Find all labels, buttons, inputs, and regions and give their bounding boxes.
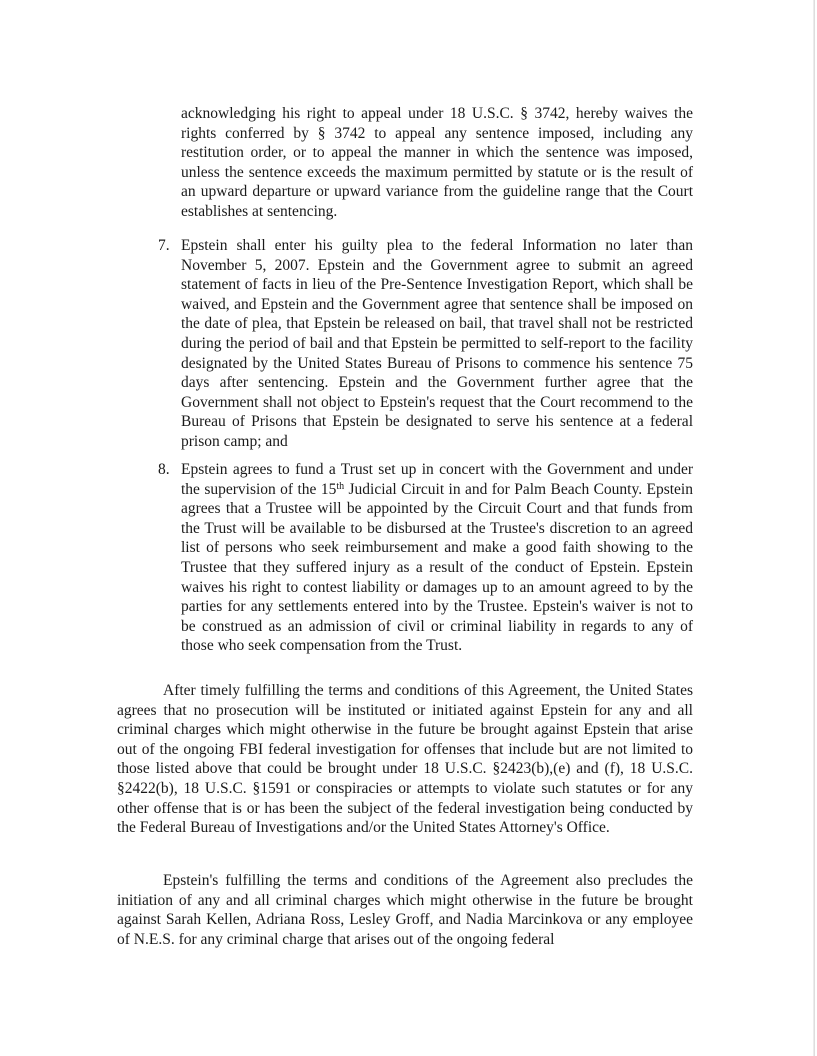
item-8-superscript: th xyxy=(336,480,345,492)
continuation-paragraph: acknowledging his right to appeal under 18 U.S.C. § 3742, hereby waives the rights conferred by § 3742 to appeal any sentence imposed, including any restitution order, or to appeal the manner in which the sentence was imposed, unless the sentence exceeds the maximum permitted by statute or is the result of an upward departure or upward variance from the guideline range that the Court establishes at sentencing. xyxy=(181,105,693,220)
item-8-text-part-2: Judicial Circuit in and for Palm Beach County. Epstein agrees that a Trustee will be appointed by the Circuit Court and that funds from the Trust will be available to be disbursed at the Trustee's discretion to an agreed list of persons who seek reimbursement and make a good faith showing to the Trustee that they suffered injury as a result of the conduct of Epstein. Epstein waives his right to contest liability or damages up to an amount agreed to by the parties for any settlements entered into by the Trustee. Epstein's waiver is not to be construed as an admission of civil or criminal liability in regards to any of those who seek compensation from the Trust. xyxy=(181,480,693,655)
page-edge-shadow xyxy=(813,0,815,1056)
item-7-number: 7. xyxy=(158,237,170,254)
item-8-paragraph xyxy=(181,460,693,656)
item-8-text-part-1: Epstein agrees to fund a Trust set up in concert with the Government and under the supervision of the 15 xyxy=(181,461,693,498)
non-prosecution-paragraph: After timely fulfilling the terms and conditions of this Agreement, the United States agrees that no prosecution will be instituted or initiated against Epstein for any and all criminal charges which might otherwise in the future be brought against Epstein that arise out of the ongoing FBI federal investigation for offenses that include but are not limited to those listed above that could be brought under 18 U.S.C. §2423(b),(e) and (f), 18 U.S.C. §2422(b), 18 U.S.C. §1591 or conspiracies or attempts to violate such statutes or for any other offense that is or has been the subject of the federal investigation being conducted by the Federal Bureau of Investigations and/or the United States Attorney's Office. xyxy=(117,682,693,837)
item-7-paragraph: Epstein shall enter his guilty plea to the federal Information no later than November 5, 2007. Epstein and the Government agree to submit an agreed statement of facts in lieu of the Pre-Sentence Investigation Report, which shall be waived, and Epstein and the Government agree that sentence shall be imposed on the date of plea, that Epstein be released on bail, that travel shall not be restricted during the period of bail and that Epstein be permitted to self-report to the facility designated by the United States Bureau of Prisons to commence his sentence 75 days after sentencing. Epstein and the Government further agree that the Government shall not object to Epstein's request that the Court recommend to the Bureau of Prisons that Epstein be designated to serve his sentence at a federal prison camp; and xyxy=(181,237,693,450)
co-conspirators-paragraph: Epstein's fulfilling the terms and conditions of the Agreement also precludes the initiation of any and all criminal charges which might otherwise in the future be brought against Sarah Kellen, Adriana Ross, Lesley Groff, and Nadia Marcinkova or any employee of N.E.S. for any criminal charge that arises out of the ongoing federal xyxy=(117,872,693,948)
item-8-number: 8. xyxy=(158,461,170,478)
